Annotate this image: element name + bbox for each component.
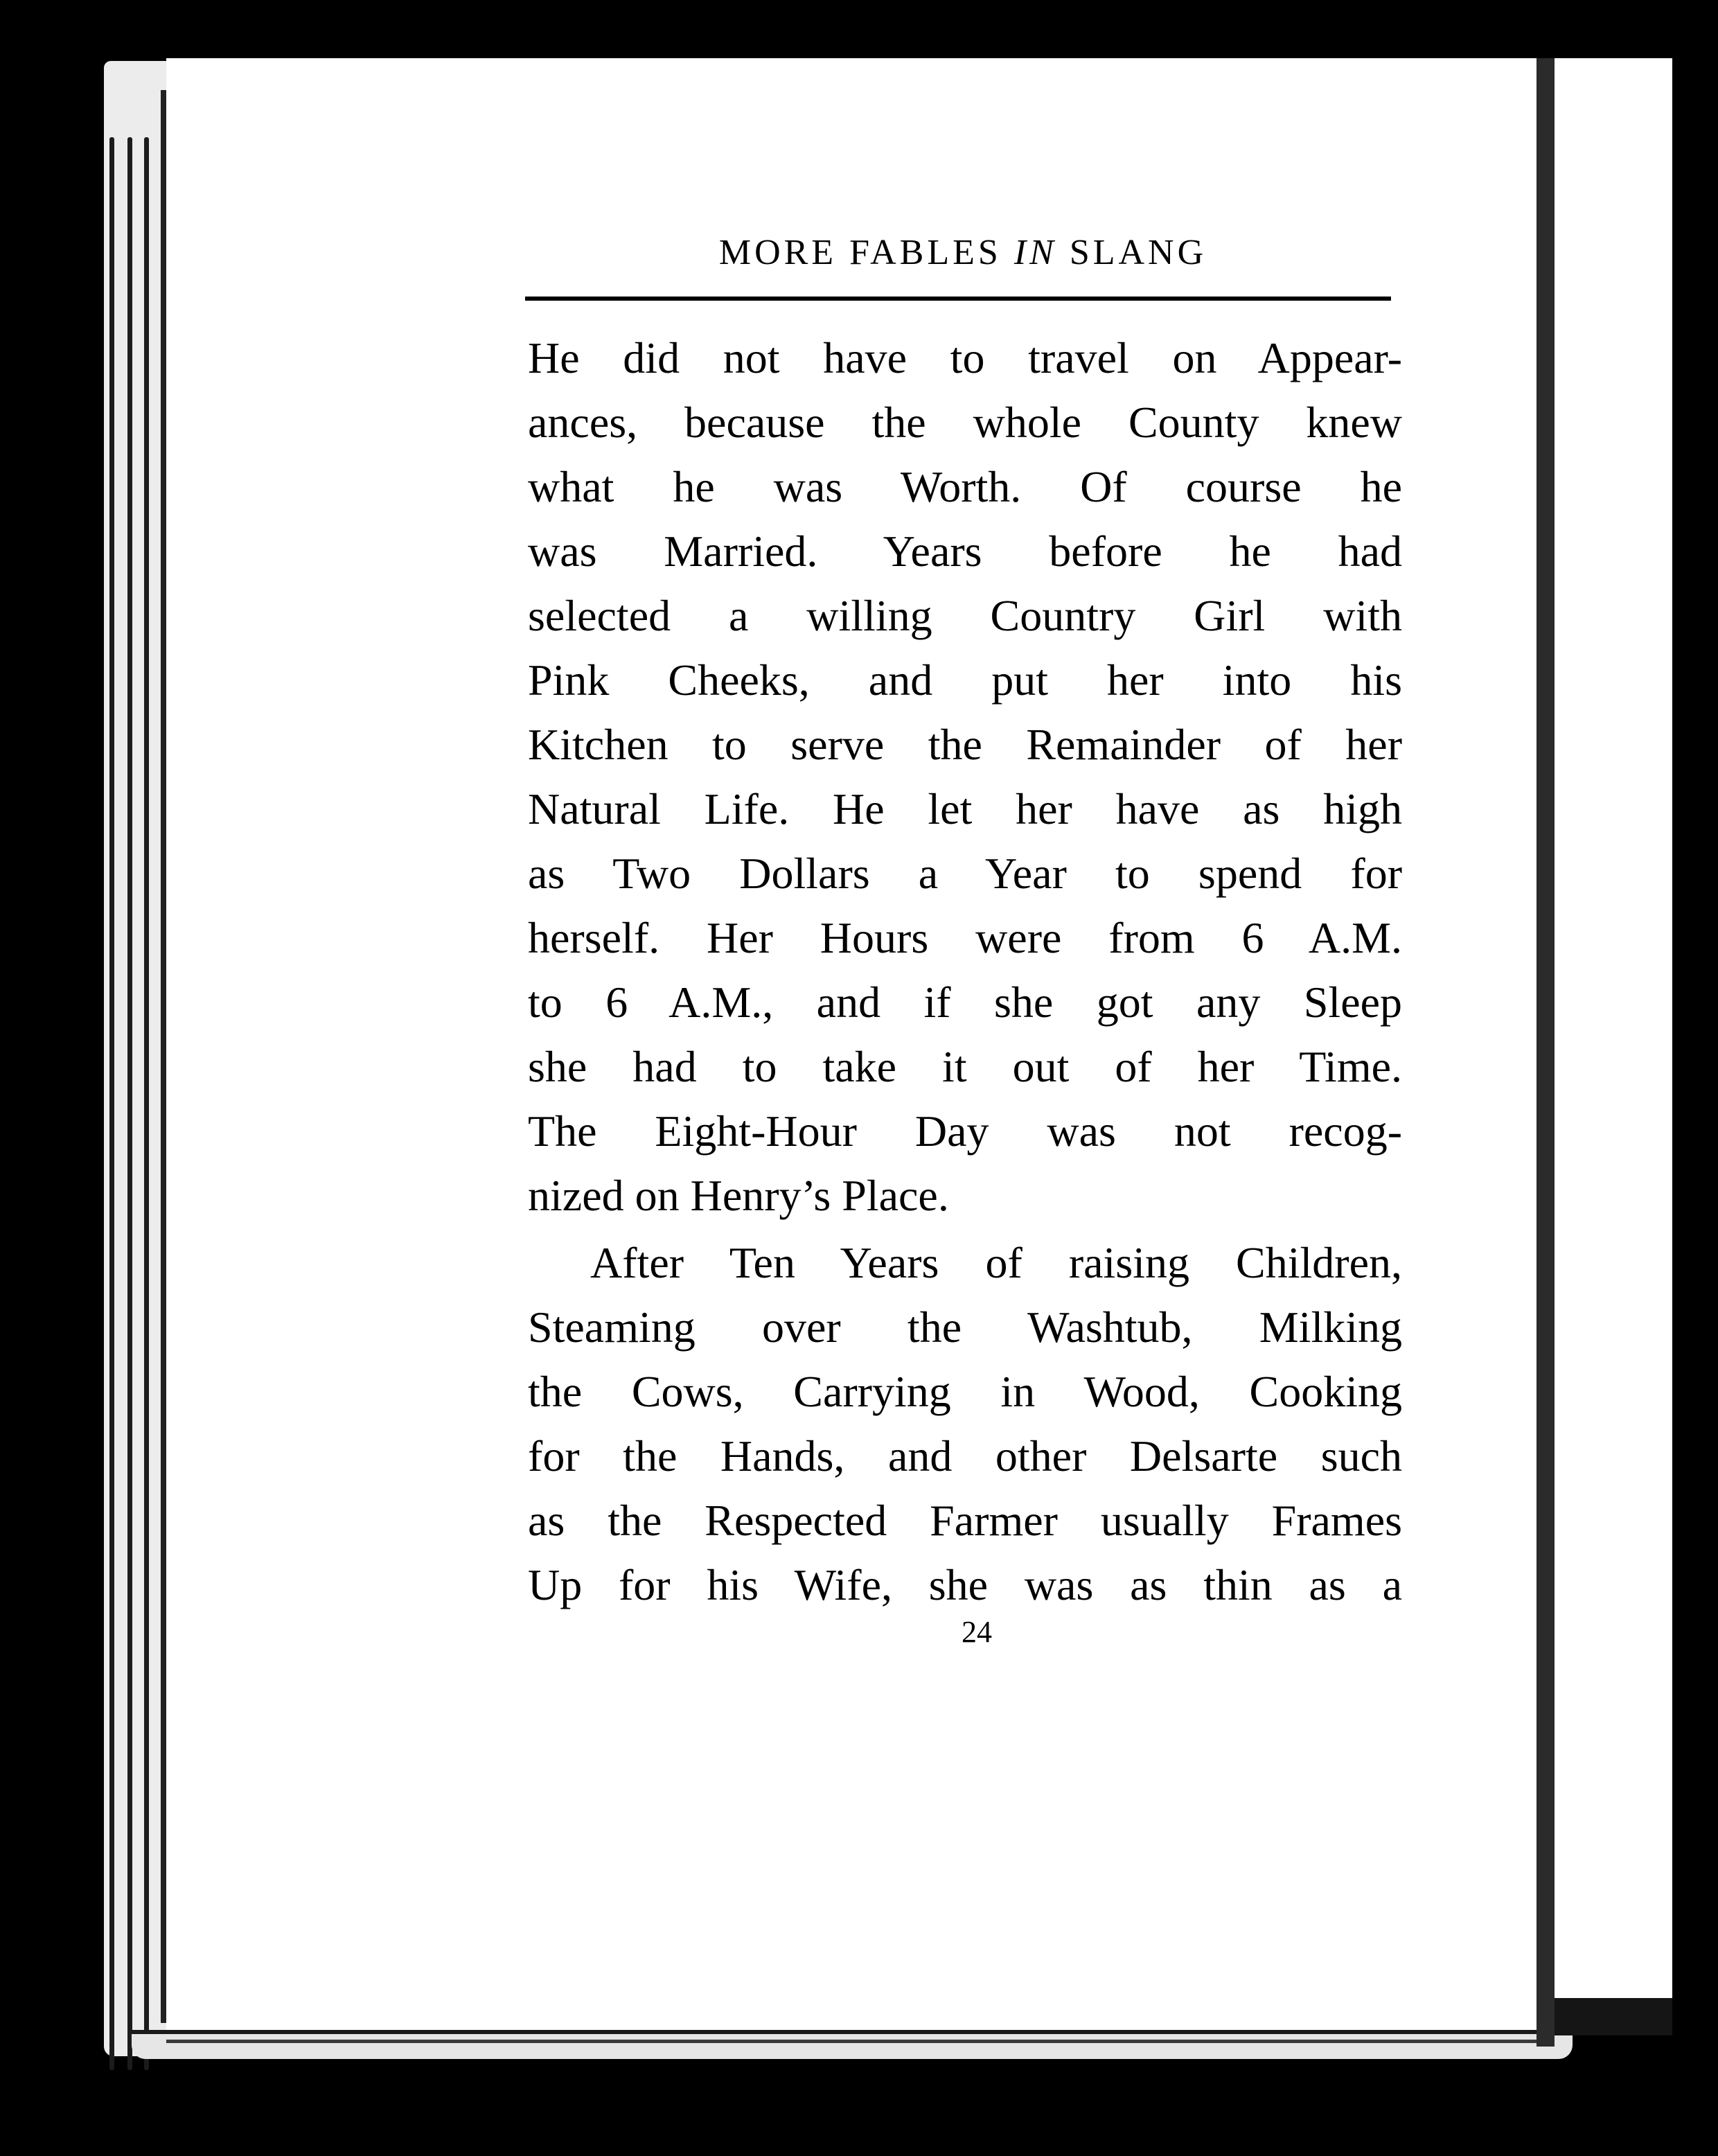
text-line: After Ten Years of raising Children, <box>590 1238 1402 1287</box>
page-edge-line <box>109 137 114 2070</box>
text-line: Up for his Wife, she was as thin as a <box>528 1560 1402 1609</box>
text-line: ances, because the whole County knew <box>528 398 1402 447</box>
header-rule <box>525 297 1391 301</box>
text-line: Natural Life. He let her have as high <box>528 784 1402 833</box>
running-head-title-end: SLANG <box>1069 233 1207 272</box>
facing-page-bottom <box>1555 1998 1672 2035</box>
book-bottom-line <box>166 2040 1538 2043</box>
text-line: Steaming over the Washtub, Milking <box>528 1302 1402 1352</box>
text-line: what he was Worth. Of course he <box>528 462 1402 511</box>
text-line: she had to take it out of her Time. <box>528 1042 1402 1091</box>
book-spine <box>1537 58 1555 2047</box>
running-head-title: MORE FABLES <box>718 233 1002 272</box>
page-shadow <box>161 90 166 2023</box>
text-line: selected a willing Country Girl with <box>528 591 1402 640</box>
running-head <box>526 232 1399 281</box>
text-line: Kitchen to serve the Remainder of her <box>528 720 1402 769</box>
page-edge-line <box>127 137 132 2070</box>
text-line: He did not have to travel on Appear- <box>528 333 1402 382</box>
text-line: for the Hands, and other Delsarte such <box>528 1431 1402 1481</box>
page-number: 24 <box>962 1615 992 1649</box>
facing-page <box>1555 58 1672 1998</box>
running-head-italic: IN <box>1013 233 1057 272</box>
text-line: Pink Cheeks, and put her into his <box>528 655 1402 705</box>
page-edge-line <box>144 137 149 2070</box>
text-line: nized on Henry’s Place. <box>528 1171 949 1220</box>
text-line: The Eight-Hour Day was not recog- <box>528 1106 1402 1156</box>
text-line: the Cows, Carrying in Wood, Cooking <box>528 1367 1402 1416</box>
body-text <box>528 326 1402 1617</box>
text-line: herself. Her Hours were from 6 A.M. <box>528 913 1402 962</box>
text-line: was Married. Years before he had <box>528 527 1402 576</box>
text-line: to 6 A.M., and if she got any Sleep <box>528 978 1402 1027</box>
text-line: as the Respected Farmer usually Frames <box>528 1496 1402 1545</box>
book-bottom-edge <box>132 2030 1573 2059</box>
text-line: as Two Dollars a Year to spend for <box>528 849 1402 898</box>
